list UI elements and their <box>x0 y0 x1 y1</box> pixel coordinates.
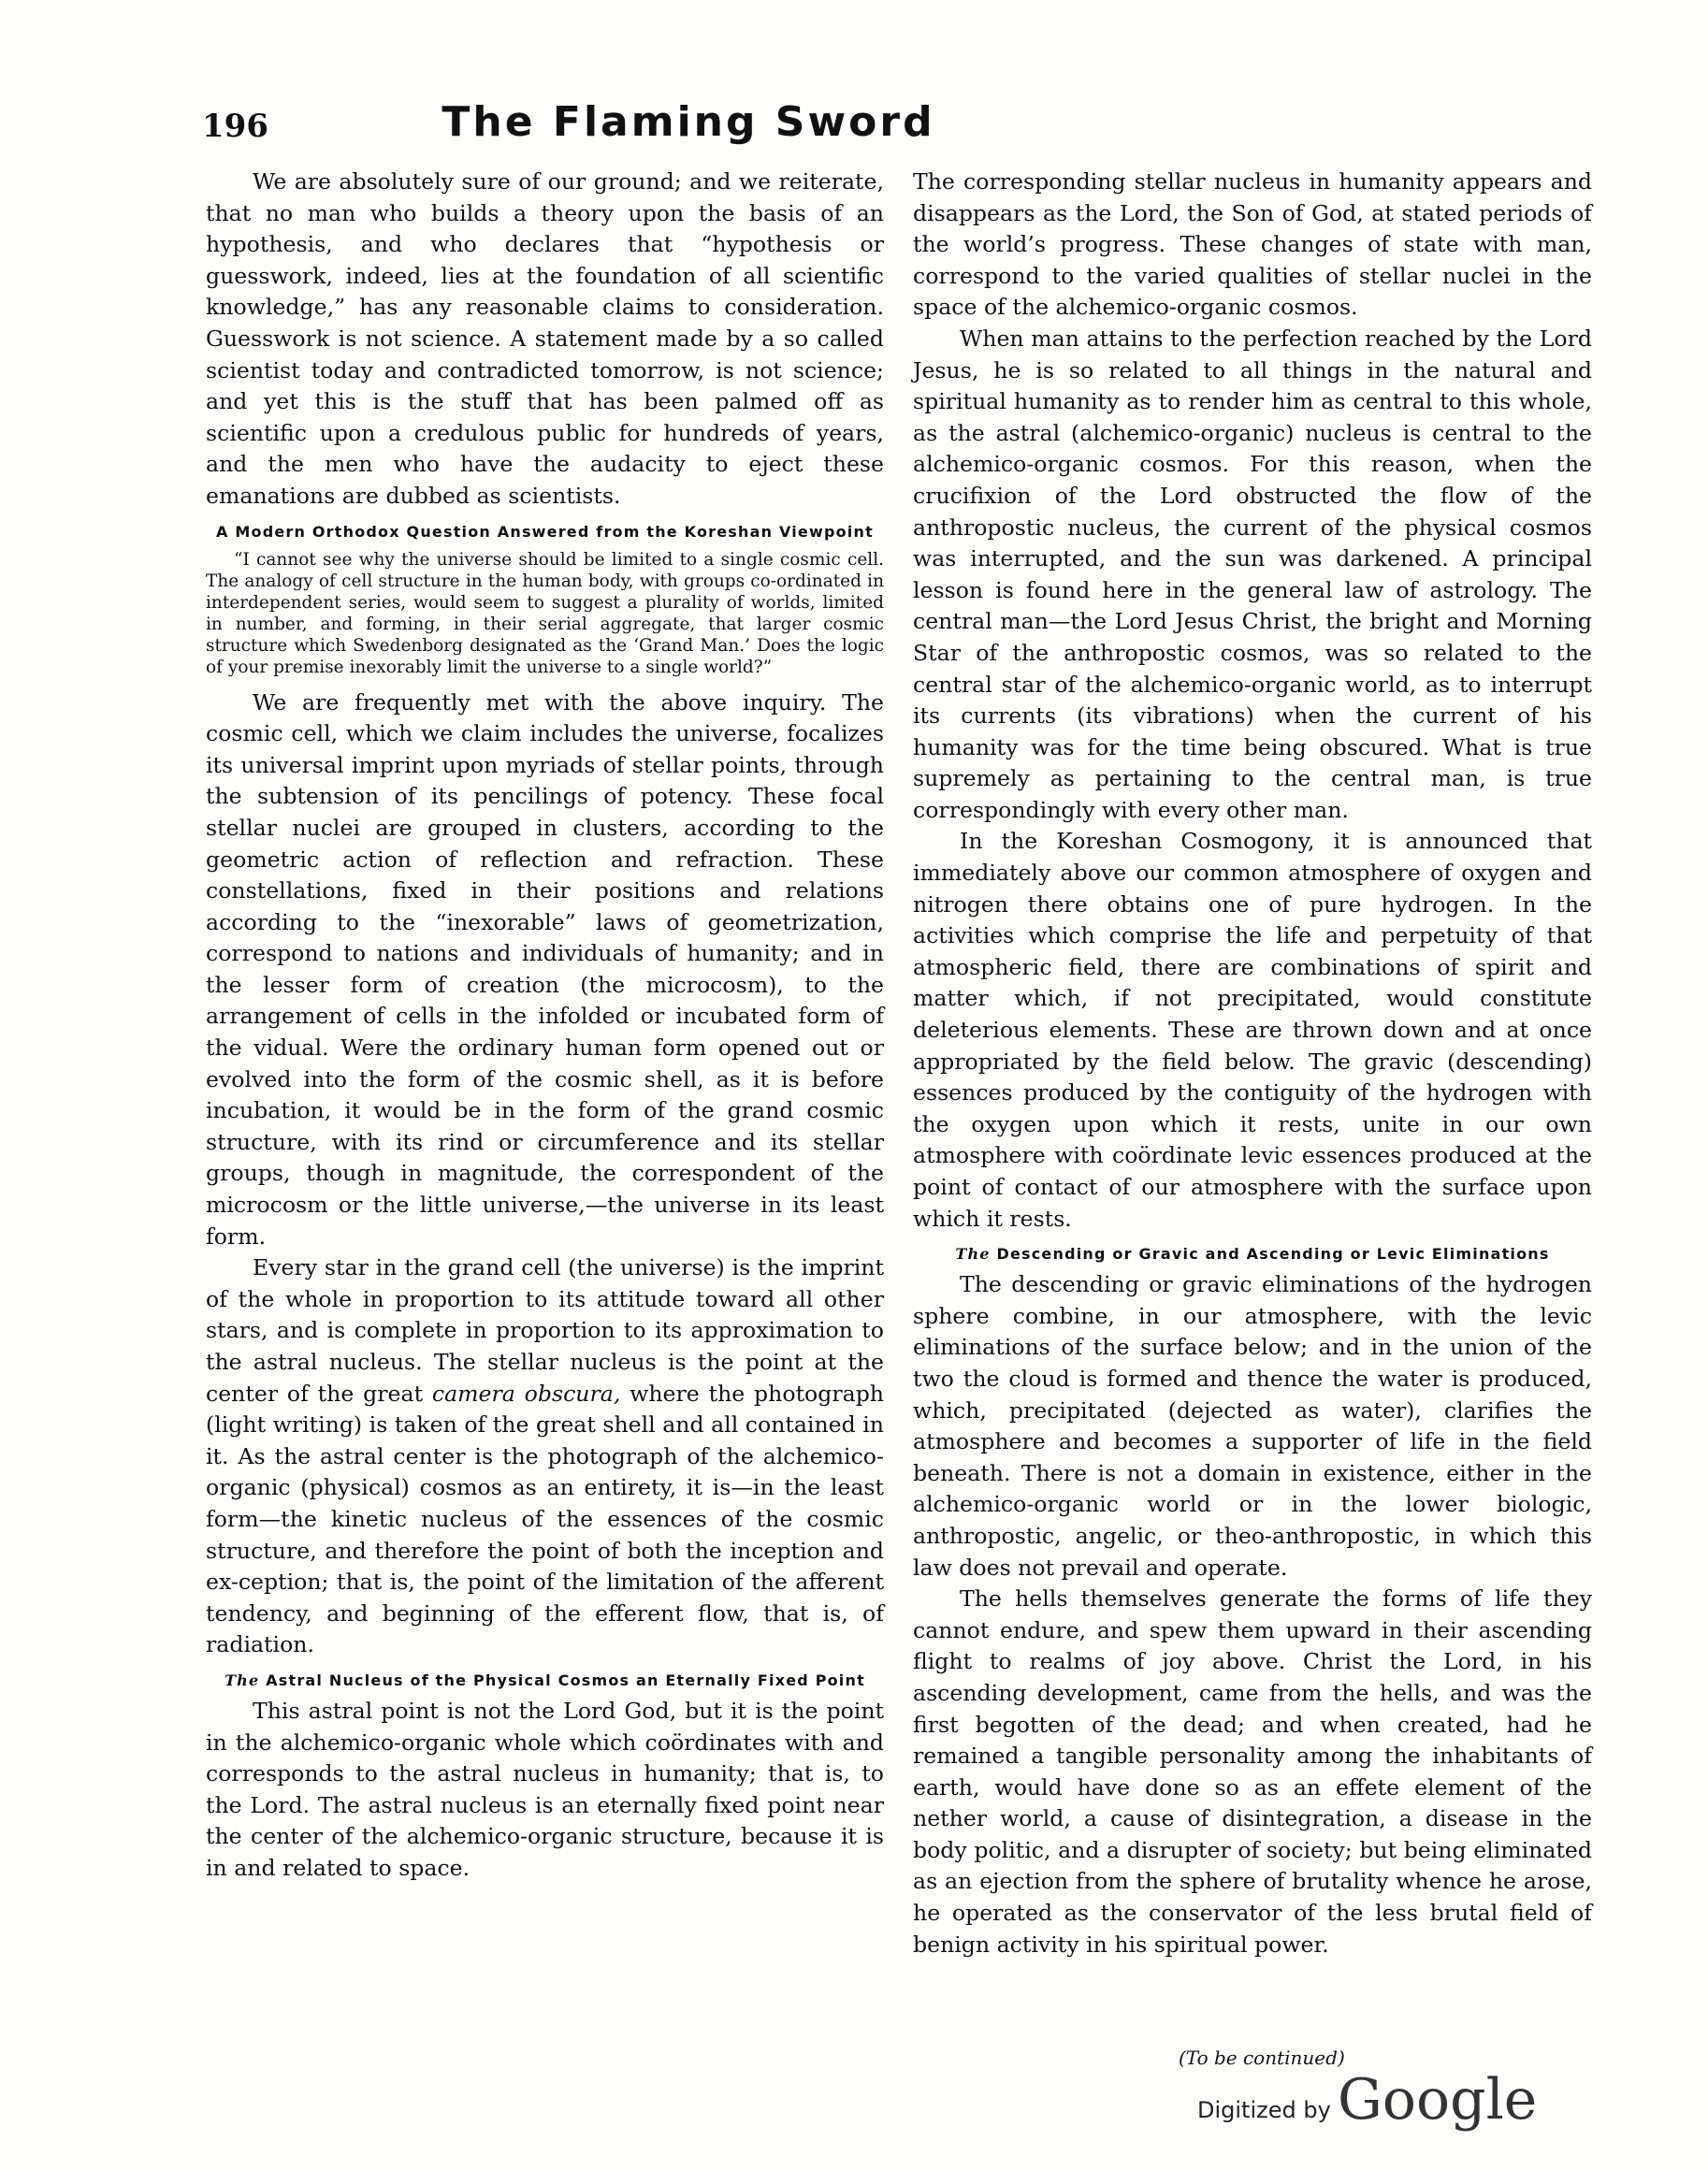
paragraph: The hells themselves generate the forms of life they cannot endure, and spew them upward in their ascending flight to realms of joy above. Christ the Lord, in his ascending development, came from the hells, and was the first begotten of the dead; and when created, had he remained a tangible personality among the inhabitants of earth, would have done so as an effete element of the nether world, a cause of disintegration, a disease in the body politic, and a disrupter of society; but being eliminated as an ejection from the sphere of brutality whence he arose, he operated as the conservator of the less brutal field of benign activity in his spiritual power. <box>913 1585 1592 1958</box>
section-heading <box>913 1244 1592 1264</box>
heading-article: The <box>955 1245 991 1264</box>
heading-article: The <box>224 1671 260 1689</box>
quote-text: “I cannot see why the universe should be limited to a single cosmic cell. The analogy of cell structure in the human body, with groups co-ordinated in interdependent series, would seem to suggest a plurality of worlds, limited in number, and forming, in their serial aggregate, that larger cosmic structure which Swedenborg designated as the ‘Grand Man.’ Does the logic of your premise inexorably limit the universe to a single world?” <box>206 549 884 677</box>
page-header <box>202 98 1175 164</box>
section-heading <box>206 1671 884 1690</box>
block-quote <box>206 549 884 678</box>
text-run: where the photograph (light writing) is taken of the great shell and all contained in it. As the astral center is the photograph of the alchemico-organic (physical) cosmos as an entirety, it is—in the least form—the kinetic nucleus of the essences of the cosmic structure, and therefore the point of both the inception and ex-ception; that is, the point of the limitation of the afferent tendency, and beginning of the efferent flow, that is, of radiation. <box>206 1380 884 1658</box>
paragraph: When man attains to the perfection reached by the Lord Jesus, he is so related to all things in the natural and spiritual humanity as to render him as central to this whole, as the astral (alchemico-organic) nucleus is central to the alchemico-organic cosmos. For this reason, when the crucifixion of the Lord obstructed the flow of the anthropostic nucleus, the current of the physical cosmos was interrupted, and the sun was darkened. A principal lesson is found here in the general law of astrology. The central man—the Lord Jesus Christ, the bright and Morning Star of the anthropostic cosmos, was so related to the central star of the alchemico-organic world, as to interrupt its currents (its vibrations) when the current of his humanity was for the time being obscured. What is true supremely as pertaining to the central man, is true correspondingly with every other man. <box>913 325 1592 823</box>
running-title: The Flaming Sword <box>441 98 935 146</box>
paragraph: We are frequently met with the above inquiry. The cosmic cell, which we claim includes the universe, focalizes its universal imprint upon myriads of stellar points, through the subtension of its pencilings of potency. These focal stellar nuclei are grouped in clusters, according to the geometric action of reflection and refraction. These constellations, fixed in their positions and relations according to the “inexorable” laws of geometrization, correspond to nations and individuals of humanity; and in the lesser form of creation (the microcosm), to the arrangement of cells in the infolded or incubated form of the vidual. Were the ordinary human form opened out or evolved into the form of the cosmic shell, as it is before incubation, it would be in the form of the grand cosmic structure, with its rind or circumference and its stellar groups, though in magnitude, the correspondent of the microcosm or the little universe,—the universe in its least form. <box>206 688 884 1250</box>
paragraph: The corresponding stellar nucleus in humanity appears and disappears as the Lord, the Son of God, at stated periods of the world’s progress. These changes of state with man, correspond to the varied qualities of stellar nuclei in the space of the alchemico-organic cosmos. <box>913 168 1592 321</box>
section-heading: A Modern Orthodox Question Answered from the Koreshan Viewpoint <box>216 522 874 541</box>
left-column <box>206 166 884 1885</box>
google-logo: Google <box>1338 2067 1538 2133</box>
page-number: 196 <box>202 108 268 145</box>
text-run: Every star in the grand cell (the universe) is the imprint of the whole in proportion to its attitude toward all other stars, and is complete in proportion to its approximation to the astral nucleus. The stellar nucleus is the point at the center of the great <box>206 1254 884 1407</box>
paragraph: We are absolutely sure of our ground; and we reiterate, that no man who builds a theory upon the basis of an hypothesis, and who declares that “hypothesis or guesswork, indeed, lies at the foundation of all scientific knowledge,” has any reasonable claims to consideration. Guesswork is not science. A statement made by a so called scientist today and contradicted tomorrow, is not science; and yet this is the stuff that has been palmed off as scientific upon a credulous public for hundreds of years, and the men who have the audacity to eject these emanations are dubbed as scientists. <box>206 168 884 509</box>
paragraph <box>206 1252 884 1661</box>
paragraph: This astral point is not the Lord God, but it is the point in the alchemico-organic whole which coördinates with and corresponds to the astral nucleus in humanity; that is, to the Lord. The astral nucleus is an eternally fixed point near the center of the alchemico-organic structure, because it is in and related to space. <box>206 1697 884 1881</box>
digitized-watermark <box>1197 2067 1538 2133</box>
paragraph: The descending or gravic eliminations of the hydrogen sphere combine, in our atmosphere, with the levic eliminations of the surface below; and in the union of the two the cloud is formed and thence the water is produced, which, precipitated (dejected as water), clarifies the atmosphere and becomes a supporter of life in the field beneath. There is not a domain in existence, either in the alchemico-organic world or in the lower biologic, anthropostic, angelic, or theo-anthropostic, in which this law does not prevail and operate. <box>913 1271 1592 1581</box>
heading-text: Descending or Gravic and Ascending or Levic Eliminations <box>996 1245 1550 1264</box>
italic-term: camera obscura, <box>431 1380 621 1407</box>
paragraph: In the Koreshan Cosmogony, it is announced that immediately above our common atmosphere of oxygen and nitrogen there obtains one of pure hydrogen. In the activities which comprise the life and perpetuity of that atmospheric field, there are combinations of spirit and matter which, if not precipitated, would constitute deleterious elements. These are thrown down and at once appropriated by the field below. The gravic (descending) essences produced by the contiguity of the hydrogen with the oxygen upon which it rests, unite in our own atmosphere with coördinate levic essences produced at the point of contact of our atmosphere with the surface upon which it rests. <box>913 828 1592 1232</box>
to-be-continued: (To be continued) <box>1179 2047 1345 2069</box>
heading-text: Astral Nucleus of the Physical Cosmos an Eternally Fixed Point <box>266 1671 865 1689</box>
digitized-by-text: Digitized by <box>1197 2097 1331 2123</box>
right-column <box>913 166 1592 1960</box>
